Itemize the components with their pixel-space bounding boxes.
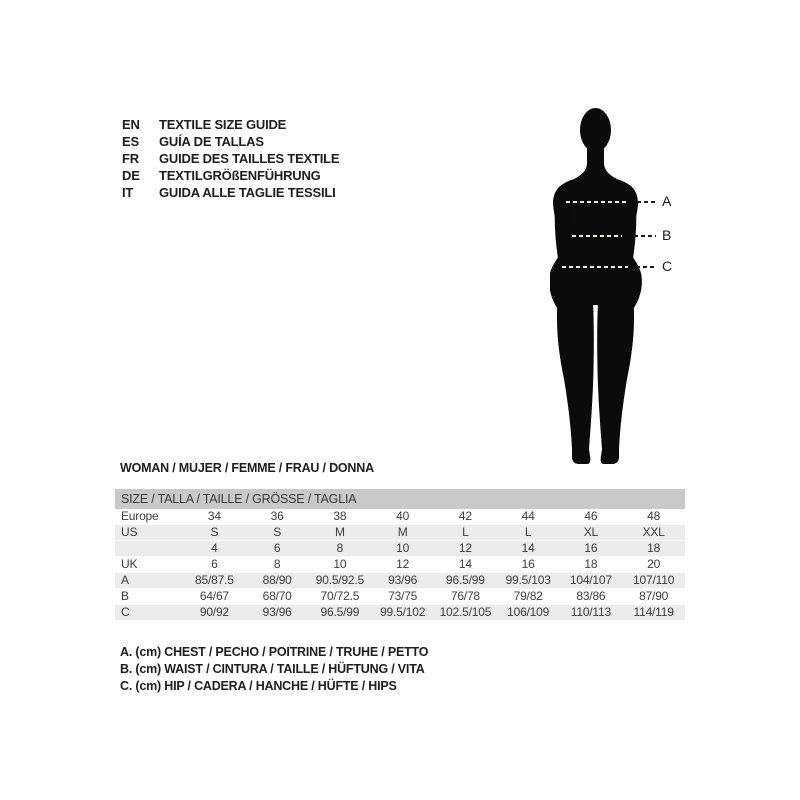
waist-line-leader bbox=[634, 235, 656, 237]
size-value-cell: 114/119 bbox=[633, 605, 674, 619]
size-value-cell: L bbox=[462, 525, 469, 539]
size-value-cell: 68/70 bbox=[262, 589, 292, 603]
size-value-cell: 36 bbox=[270, 509, 284, 523]
size-value-cell: M bbox=[397, 525, 408, 539]
row-label-cell: US bbox=[121, 525, 138, 539]
language-label: GUIDA ALLE TAGLIE TESSILI bbox=[159, 185, 336, 200]
size-value-cell: 44 bbox=[521, 509, 535, 523]
legend-line: A. (cm) CHEST / PECHO / POITRINE / TRUHE / PETTO bbox=[120, 645, 429, 659]
left-leg bbox=[557, 295, 594, 464]
size-value-cell: 46 bbox=[584, 509, 598, 523]
size-value-cell: 90.5/92.5 bbox=[315, 573, 364, 587]
size-value-cell: 8 bbox=[273, 557, 281, 571]
size-value-cell: 6 bbox=[273, 541, 281, 555]
size-table bbox=[115, 509, 685, 621]
size-value-cell: 88/90 bbox=[262, 573, 292, 587]
language-code: ES bbox=[122, 134, 139, 149]
woman-silhouette bbox=[550, 105, 646, 465]
size-value-cell: 90/92 bbox=[199, 605, 229, 619]
chest-marker-label: A bbox=[662, 193, 672, 209]
language-list bbox=[122, 116, 339, 201]
size-value-cell: 10 bbox=[396, 541, 410, 555]
table-row bbox=[115, 573, 685, 589]
size-value-cell: 16 bbox=[521, 557, 535, 571]
size-value-cell: 38 bbox=[333, 509, 347, 523]
size-value-cell: S bbox=[210, 525, 219, 539]
size-value-cell: 18 bbox=[584, 557, 598, 571]
language-label: GUIDE DES TAILLES TEXTILE bbox=[159, 151, 340, 166]
size-value-cell: 70/72.5 bbox=[320, 589, 360, 603]
chest-line-leader bbox=[637, 201, 658, 203]
language-label: GUÍA DE TALLAS bbox=[159, 134, 264, 149]
size-value-cell: 102.5/105 bbox=[439, 605, 492, 619]
size-value-cell: 14 bbox=[458, 557, 472, 571]
size-value-cell: 12 bbox=[396, 557, 410, 571]
size-table-section bbox=[115, 489, 685, 621]
waist-line-on-body bbox=[572, 235, 622, 237]
size-value-cell: 18 bbox=[647, 541, 661, 555]
size-value-cell: 73/75 bbox=[388, 589, 418, 603]
size-value-cell: 79/82 bbox=[513, 589, 543, 603]
language-code: IT bbox=[122, 185, 134, 200]
size-value-cell: 87/90 bbox=[639, 589, 669, 603]
table-row bbox=[115, 557, 685, 573]
row-label-cell: UK bbox=[121, 557, 138, 571]
size-value-cell: 76/78 bbox=[450, 589, 480, 603]
size-table-header: SIZE / TALLA / TAILLE / GRÖSSE / TAGLIA bbox=[115, 489, 685, 509]
row-label-cell: A bbox=[121, 573, 129, 587]
size-value-cell: 10 bbox=[333, 557, 347, 571]
table-row bbox=[115, 605, 685, 621]
size-table-body bbox=[115, 509, 685, 621]
language-row bbox=[122, 150, 339, 167]
chest-line-on-body bbox=[566, 201, 628, 203]
size-value-cell: 99.5/103 bbox=[505, 573, 551, 587]
size-value-cell: 96.5/99 bbox=[320, 605, 360, 619]
hip-marker-label: C bbox=[662, 258, 673, 274]
size-value-cell: 110/113 bbox=[570, 605, 611, 619]
hip-line-leader bbox=[636, 266, 657, 268]
size-value-cell: L bbox=[524, 525, 532, 539]
size-value-cell: S bbox=[273, 525, 282, 539]
language-row bbox=[122, 167, 339, 184]
size-value-cell: 104/107 bbox=[569, 573, 612, 587]
language-row bbox=[122, 184, 339, 201]
woman-silhouette-svg bbox=[550, 105, 646, 465]
size-value-cell: M bbox=[334, 525, 345, 539]
size-value-cell: XL bbox=[583, 525, 599, 539]
table-row bbox=[115, 525, 685, 541]
gender-heading: WOMAN / MUJER / FEMME / FRAU / DONNA bbox=[120, 461, 374, 475]
legend-line: C. (cm) HIP / CADERA / HANCHE / HÜFTE / HIPS bbox=[120, 679, 397, 693]
waist-marker-label: B bbox=[662, 227, 672, 243]
hip-line-on-body bbox=[562, 266, 628, 268]
size-value-cell: 40 bbox=[396, 509, 410, 523]
language-code: EN bbox=[122, 117, 140, 132]
row-label-cell: B bbox=[121, 589, 129, 603]
table-row bbox=[115, 509, 685, 525]
size-value-cell: 42 bbox=[458, 509, 472, 523]
size-value-cell: 16 bbox=[584, 541, 598, 555]
size-value-cell: 64/67 bbox=[199, 589, 229, 603]
size-value-cell: 99.5/102 bbox=[380, 605, 426, 619]
language-label: TEXTILE SIZE GUIDE bbox=[159, 117, 287, 132]
size-value-cell: 20 bbox=[647, 557, 661, 571]
right-leg bbox=[597, 295, 634, 464]
neck bbox=[574, 145, 617, 179]
language-label: TEXTILGRÖßENFÜHRUNG bbox=[159, 168, 321, 183]
language-row bbox=[122, 116, 339, 133]
measurement-legend bbox=[120, 644, 428, 695]
size-value-cell: 12 bbox=[458, 541, 472, 555]
table-row bbox=[115, 589, 685, 605]
language-code: DE bbox=[122, 168, 140, 183]
row-label-cell: Europe bbox=[121, 509, 159, 523]
legend-line: B. (cm) WAIST / CINTURA / TAILLE / HÜFTUNG / VITA bbox=[120, 662, 425, 676]
size-value-cell: 106/109 bbox=[507, 605, 550, 619]
size-value-cell: 48 bbox=[647, 509, 661, 523]
size-value-cell: 93/96 bbox=[388, 573, 418, 587]
language-code: FR bbox=[122, 151, 139, 166]
size-value-cell: 96.5/99 bbox=[446, 573, 485, 587]
size-value-cell: 6 bbox=[211, 557, 218, 571]
size-value-cell: 107/110 bbox=[633, 573, 675, 587]
size-value-cell: 14 bbox=[521, 541, 535, 555]
row-label-cell bbox=[115, 541, 183, 557]
size-value-cell: 83/86 bbox=[576, 589, 606, 603]
table-row bbox=[115, 541, 685, 557]
size-value-cell: 34 bbox=[207, 509, 221, 523]
language-row bbox=[122, 133, 339, 150]
size-value-cell: 8 bbox=[336, 541, 344, 555]
size-value-cell: XXL bbox=[642, 525, 665, 539]
row-label-cell: C bbox=[121, 605, 130, 619]
size-value-cell: 85/87.5 bbox=[195, 573, 234, 587]
size-value-cell: 4 bbox=[211, 541, 218, 555]
size-value-cell: 93/96 bbox=[262, 605, 292, 619]
